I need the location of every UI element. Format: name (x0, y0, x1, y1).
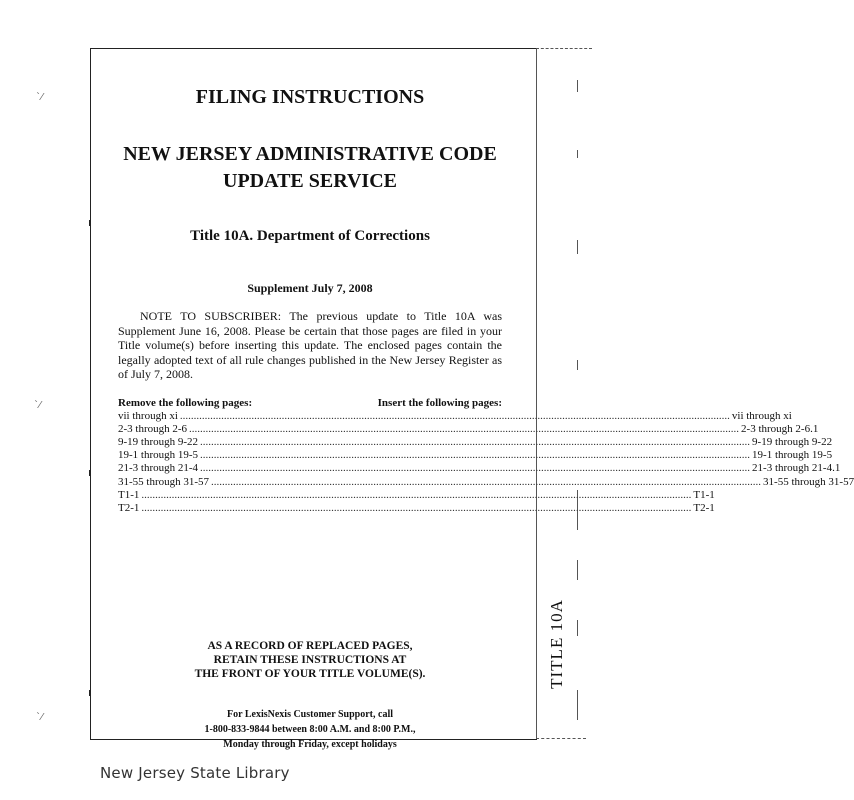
list-row (118, 449, 833, 462)
list-row (118, 501, 715, 515)
support-line3: Monday through Friday, except holidays (223, 739, 397, 751)
remove-pages: 19-1 through 19-5 (118, 449, 199, 462)
record-line1: AS A RECORD OF REPLACED PAGES, (207, 640, 413, 653)
record-line2: RETAIN THESE INSTRUCTIONS AT (213, 654, 407, 667)
page-title: FILING INSTRUCTIONS (195, 86, 425, 108)
record-line3: THE FRONT OF YOUR TITLE VOLUME(S). (194, 668, 426, 681)
support-line1: For LexisNexis Customer Support, call (226, 709, 393, 721)
margin-scan-mark: `⁄ (34, 400, 41, 411)
document-body (118, 80, 854, 752)
insert-pages: 19-1 through 19-5 (752, 449, 833, 462)
record-instruction (118, 639, 502, 681)
dot-leader: ........................................................................................................................................................................................................ (200, 462, 751, 475)
insert-pages: 2-3 through 2-6.1 (741, 422, 819, 435)
top-edge-dash (536, 48, 592, 49)
dot-leader: ........................................................................................................................................................................................................ (200, 449, 751, 462)
remove-pages: 2-3 through 2-6 (118, 422, 188, 435)
title-heading: Title 10A. Department of Corrections (190, 228, 430, 244)
tab-divider-line (536, 48, 537, 738)
remove-header: Remove the following pages: (118, 396, 253, 409)
dot-leader: ........................................................................................................................................................................................................ (211, 475, 762, 488)
title-tab (543, 598, 571, 690)
code-title-line1: NEW JERSEY ADMINISTRATIVE CODE (123, 143, 497, 165)
dot-leader: ........................................................................................................................................................................................................ (200, 435, 751, 448)
support-line2: 1-800-833-9844 between 8:00 A.M. and 8:00 P.M., (204, 724, 416, 736)
list-rows (118, 409, 854, 516)
dot-leader: ........................................................................................................................................................................................................ (189, 422, 740, 435)
right-edge-ticks (577, 60, 579, 740)
list-row (118, 462, 841, 475)
title-tab-label: TITLE 10A (547, 599, 567, 689)
dot-leader: ........................................................................................................................................................................................................ (179, 409, 730, 422)
insert-pages: 21-3 through 21-4.1 (752, 462, 841, 475)
dot-leader: ........................................................................................................................................................................................................ (141, 501, 692, 514)
remove-pages: T2-1 (118, 501, 140, 514)
insert-header: Insert the following pages: (377, 396, 502, 409)
list-header (118, 397, 502, 410)
code-title (118, 141, 502, 195)
remove-pages: 9-19 through 9-22 (118, 435, 199, 448)
insert-pages: T2-1 (693, 501, 715, 514)
list-row (118, 488, 715, 502)
remove-pages: 21-3 through 21-4 (118, 462, 199, 475)
remove-pages: vii through xi (118, 409, 178, 422)
remove-pages: 31-55 through 31-57 (118, 475, 210, 488)
dot-leader: ........................................................................................................................................................................................................ (141, 488, 692, 501)
list-row (118, 475, 854, 489)
subscriber-note: NOTE TO SUBSCRIBER: The previous update to Title 10A was Supplement June 16, 2008. Please be certain that those pages are filed in your Title volume(s) before inserting this update. The enclosed pages contain the legally adopted text of all rule changes published in the New Jersey Register as of July 7, 2008. (118, 309, 502, 381)
insert-pages: vii through xi (731, 409, 792, 422)
list-row (118, 409, 792, 423)
page-replacement-list (118, 396, 854, 516)
code-title-line2: UPDATE SERVICE (223, 170, 397, 192)
margin-scan-mark: `⁄ (36, 712, 43, 723)
margin-scan-mark: `⁄ (36, 92, 43, 103)
list-row (118, 422, 819, 436)
library-stamp: New Jersey State Library (100, 764, 290, 782)
insert-pages: T1-1 (693, 488, 715, 501)
customer-support (118, 707, 502, 752)
remove-pages: T1-1 (118, 488, 140, 501)
supplement-date: Supplement July 7, 2008 (247, 281, 373, 295)
list-row (118, 435, 833, 449)
insert-pages: 31-55 through 31-57 (763, 475, 854, 488)
insert-pages: 9-19 through 9-22 (752, 435, 833, 448)
